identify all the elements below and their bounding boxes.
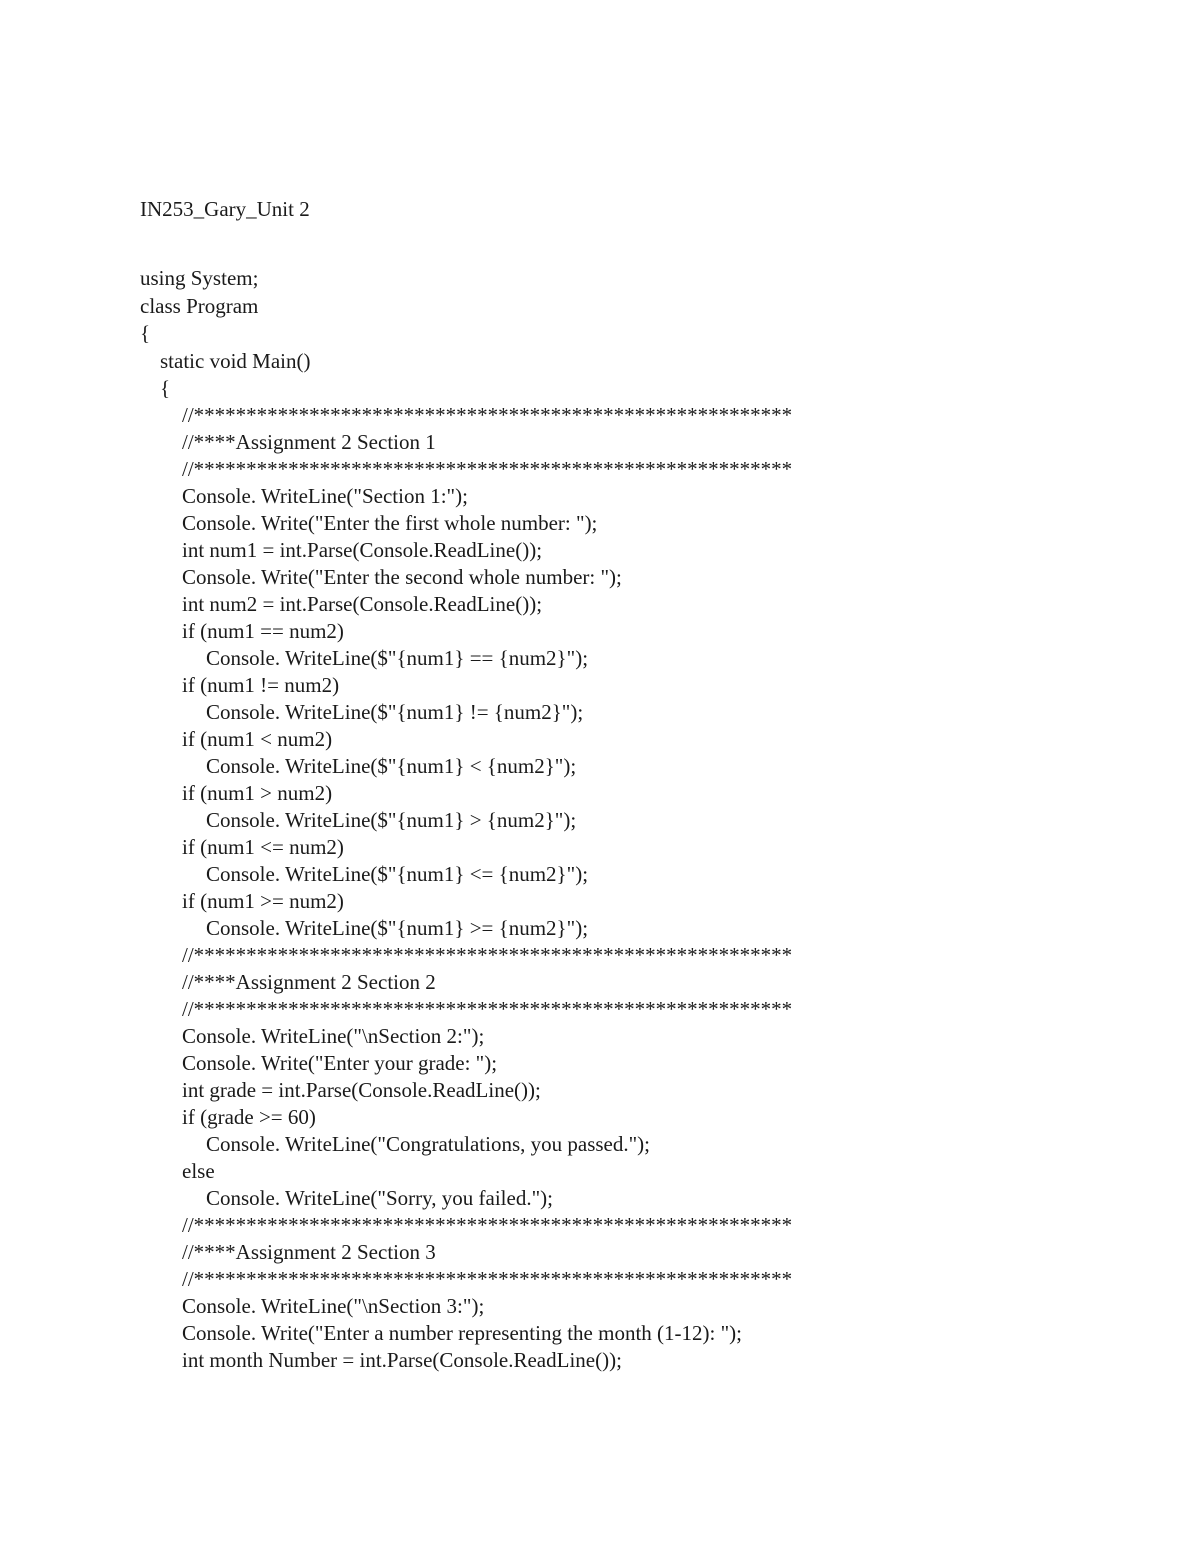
console-statement-line: Console. Write("Enter a number representing the month (1-12): "); xyxy=(182,1321,743,1345)
comment-line: //********************************************************* xyxy=(182,1267,793,1291)
conditional-line: if (num1 <= num2) xyxy=(182,835,344,859)
console-statement-line: Console. WriteLine($"{num1} > {num2}"); xyxy=(206,808,577,832)
comment-line: //********************************************************* xyxy=(182,997,793,1021)
comment-line: //********************************************************* xyxy=(182,943,793,967)
declaration-line: int num1 = int.Parse(Console.ReadLine()); xyxy=(182,538,543,562)
brace-line: { xyxy=(140,321,151,345)
conditional-line: if (num1 != num2) xyxy=(182,673,340,697)
console-statement-line: Console. WriteLine($"{num1} <= {num2}"); xyxy=(206,862,589,886)
console-statement-line: Console. WriteLine($"{num1} >= {num2}"); xyxy=(206,916,589,940)
conditional-line: if (grade >= 60) xyxy=(182,1105,316,1129)
console-statement-line: Console. WriteLine($"{num1} < {num2}"); xyxy=(206,754,577,778)
declaration-line: int num2 = int.Parse(Console.ReadLine()); xyxy=(182,592,543,616)
conditional-line: else xyxy=(182,1159,215,1183)
code-line: class Program xyxy=(140,293,259,318)
conditional-line: if (num1 > num2) xyxy=(182,781,333,805)
console-statement-line: Console. WriteLine($"{num1} != {num2}"); xyxy=(206,700,584,724)
comment-line: //****Assignment 2 Section 3 xyxy=(182,1240,436,1264)
code-line: using System; xyxy=(140,266,259,290)
declaration-line: int grade = int.Parse(Console.ReadLine()); xyxy=(182,1078,541,1102)
console-statement-line: Console. Write("Enter the first whole number: "); xyxy=(182,511,598,535)
console-statement-line: Console. WriteLine("Section 1:"); xyxy=(182,484,468,508)
comment-line: //****Assignment 2 Section 1 xyxy=(182,430,436,454)
console-statement-line: Console. WriteLine("Congratulations, you passed."); xyxy=(206,1132,651,1156)
code-line: static void Main() xyxy=(160,348,311,373)
console-statement-line: Console. Write("Enter the second whole number: "); xyxy=(182,565,622,589)
console-statement-line: Console. WriteLine("\nSection 3:"); xyxy=(182,1294,485,1318)
declaration-line: int month Number = int.Parse(Console.ReadLine()); xyxy=(182,1348,622,1372)
brace-line: { xyxy=(160,376,171,400)
console-statement-line: Console. Write("Enter your grade: "); xyxy=(182,1051,498,1075)
comment-line: //********************************************************* xyxy=(182,1213,793,1237)
conditional-line: if (num1 < num2) xyxy=(182,727,333,751)
comment-line: //********************************************************* xyxy=(182,403,793,427)
comment-line: //********************************************************* xyxy=(182,457,793,481)
document-title: IN253_Gary_Unit 2 xyxy=(140,197,310,221)
console-statement-line: Console. WriteLine("\nSection 2:"); xyxy=(182,1024,485,1048)
console-statement-line: Console. WriteLine("Sorry, you failed."); xyxy=(206,1186,553,1210)
conditional-line: if (num1 >= num2) xyxy=(182,889,344,913)
console-statement-line: Console. WriteLine($"{num1} == {num2}"); xyxy=(206,646,589,670)
conditional-line: if (num1 == num2) xyxy=(182,619,344,643)
comment-line: //****Assignment 2 Section 2 xyxy=(182,970,436,994)
